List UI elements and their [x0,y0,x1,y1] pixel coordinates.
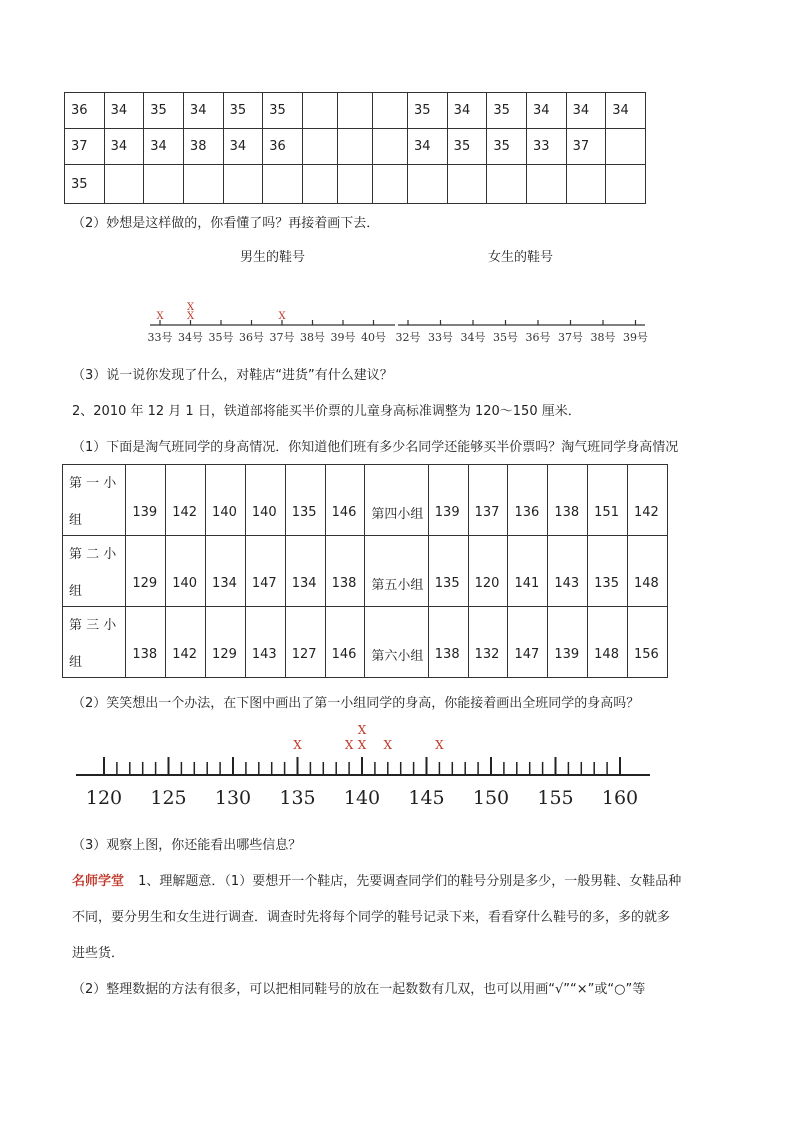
table-row [65,129,646,165]
height-cell: 142 [166,465,206,536]
height-cell: 142 [166,607,206,678]
height-cell: 141 [508,536,548,607]
table-cell [337,165,372,204]
height-cell: 139 [428,465,468,536]
tick-label: 35号 [208,331,234,344]
tally-mark: X [156,311,164,322]
tally-mark: X [435,738,444,752]
question-2-1: （1）下面是淘气班同学的身高情况．你知道他们班有多少名同学还能够买半价票吗？淘气班同学身高情况 [72,440,679,455]
table-cell: 35 [408,93,448,129]
tick-label: 135 [279,787,316,809]
height-cell: 127 [285,607,325,678]
table-cell: 34 [408,129,448,165]
table-cell: 34 [144,129,184,165]
group-label: 第六小组 [365,607,428,678]
height-cell: 132 [468,607,508,678]
tally-mark: X [186,302,195,313]
height-cell: 138 [126,607,166,678]
tick-label: 145 [408,787,445,809]
tick-label: 160 [601,787,639,809]
tally-mark: X [357,723,367,737]
tick-label: 39号 [330,331,356,344]
table-cell: 36 [263,129,303,165]
tally-mark: X [186,311,195,322]
height-cell: 138 [325,536,365,607]
table-cell [408,165,448,204]
table-row [65,165,646,204]
height-cell: 135 [588,536,628,607]
tick-label: 140 [343,787,381,809]
height-cell: 140 [166,536,206,607]
tally-mark: X [293,738,302,752]
table-cell: 34 [566,93,606,129]
question-1-3: （3）说一说你发现了什么，对鞋店“进货”有什么建议？ [72,368,393,383]
height-cell: 135 [285,465,325,536]
height-cell: 136 [508,465,548,536]
height-cell: 134 [206,536,246,607]
group-label-bottom: 组 [69,513,83,528]
tick-label: 38号 [590,331,616,344]
height-cell: 140 [245,465,285,536]
group-label [63,465,126,536]
shoe-size-table [64,92,646,204]
table-cell: 35 [144,93,184,129]
height-cell: 129 [126,536,166,607]
height-cell: 139 [548,607,588,678]
height-cell: 146 [325,607,365,678]
height-cell: 138 [548,465,588,536]
height-cell: 148 [628,536,668,607]
table-cell: 37 [566,129,606,165]
tick-label: 155 [537,787,574,809]
height-cell: 140 [206,465,246,536]
group-label-bottom: 组 [69,584,83,599]
table-cell [144,165,184,204]
girls-number-line [396,320,649,344]
table-cell: 35 [263,93,303,129]
teacher-p1-line1: 1、理解题意．（1）要想开一个鞋店，先要调查同学们的鞋号分别是多少，一般男鞋、女鞋品种 [138,874,682,889]
height-table [62,464,668,678]
tick-label: 33号 [147,331,173,344]
tick-label: 36号 [239,331,264,344]
height-cell: 134 [285,536,325,607]
teacher-p1-line2: 不同，要分男生和女生进行调查．调查时先将每个同学的鞋号记录下来，看看穿什么鞋号的多，多的就多 [72,910,671,925]
table-cell [606,165,646,204]
table-cell [487,165,527,204]
table-row [63,536,668,607]
table-cell: 35 [223,93,263,129]
tally-mark: X [344,738,354,752]
height-cell: 137 [468,465,508,536]
shoe-size-number-lines [140,295,650,350]
table-cell: 34 [606,93,646,129]
tick-label: 120 [85,787,123,809]
table-cell [183,165,223,204]
tick-label: 34号 [460,331,486,344]
height-cell: 135 [428,536,468,607]
table-cell: 35 [487,129,527,165]
tick-label: 37号 [269,331,295,344]
teacher-p2: （2）整理数据的方法有很多，可以把相同鞋号的放在一起数数有几双，也可以用画“√”“×”或“○”等 [72,982,646,997]
height-cell: 146 [325,465,365,536]
height-number-line [70,718,660,813]
table-cell: 34 [526,93,566,129]
height-cell: 147 [245,536,285,607]
group-label-top: 第 二 小 [69,547,117,562]
table-cell: 36 [65,93,105,129]
table-cell: 33 [526,129,566,165]
table-cell [337,129,372,165]
table-cell: 34 [223,129,263,165]
height-cell: 138 [428,607,468,678]
table-cell: 35 [487,93,527,129]
height-cell: 151 [588,465,628,536]
tick-label: 130 [214,787,252,809]
height-cell: 139 [126,465,166,536]
tick-label: 38号 [300,331,325,344]
height-cell: 143 [548,536,588,607]
teacher-label: 名师学堂 [72,874,125,889]
table-cell [372,165,407,204]
boys-number-line [148,302,396,344]
table-cell [302,93,337,129]
height-cell: 147 [508,607,548,678]
table-cell: 37 [65,129,105,165]
table-cell: 35 [65,165,105,204]
table-cell: 34 [104,129,144,165]
teacher-p1-line3: 进些货． [72,946,125,961]
table-cell [447,165,487,204]
tick-label: 150 [472,787,510,809]
tick-label: 39号 [623,331,648,344]
table-row [63,465,668,536]
table-cell: 35 [447,129,487,165]
table-cell: 34 [447,93,487,129]
question-2-3: （3）观察上图，你还能看出哪些信息？ [72,838,302,853]
table-cell [606,129,646,165]
table-cell [302,165,337,204]
table-cell [337,93,372,129]
girls-shoe-title: 女生的鞋号 [488,250,554,265]
tick-label: 40号 [361,331,386,344]
group-label: 第四小组 [365,465,428,536]
table-cell [223,165,263,204]
group-label-top: 第 三 小 [69,618,117,633]
question-2-2: （2）笑笑想出一个办法，在下图中画出了第一小组同学的身高，你能接着画出全班同学的身高吗？ [72,696,640,711]
table-cell [566,165,606,204]
boys-shoe-title: 男生的鞋号 [240,250,306,265]
height-cell: 142 [628,465,668,536]
tick-label: 33号 [428,331,453,344]
teacher-paragraph-1 [72,870,681,889]
table-row [63,607,668,678]
question-2-intro: 2、2010 年 12 月 1 日，铁道部将能买半价票的儿童身高标准调整为 120～150 厘米． [72,404,581,419]
table-cell: 34 [104,93,144,129]
table-cell: 34 [183,93,223,129]
height-cell: 156 [628,607,668,678]
height-cell: 143 [245,607,285,678]
table-cell [263,165,303,204]
question-1-2: （2）妙想是这样做的，你看懂了吗？再接着画下去． [72,216,380,231]
group-label [63,607,126,678]
table-cell: 38 [183,129,223,165]
table-cell [104,165,144,204]
tick-label: 35号 [493,331,518,344]
tick-label: 125 [150,787,187,809]
tally-mark: X [357,738,367,752]
tick-label: 36号 [525,331,551,344]
group-label [63,536,126,607]
height-cell: 129 [206,607,246,678]
table-cell [302,129,337,165]
group-label: 第五小组 [365,536,428,607]
tick-label: 32号 [395,331,421,344]
table-cell [526,165,566,204]
group-label-bottom: 组 [69,655,83,670]
height-cell: 120 [468,536,508,607]
tick-label: 34号 [178,331,203,344]
tick-label: 37号 [558,331,583,344]
table-row [65,93,646,129]
table-cell [372,93,407,129]
tally-mark: X [383,738,393,752]
tally-mark: X [278,311,286,322]
group-label-top: 第 一 小 [69,476,117,491]
height-cell: 148 [588,607,628,678]
table-cell [372,129,407,165]
